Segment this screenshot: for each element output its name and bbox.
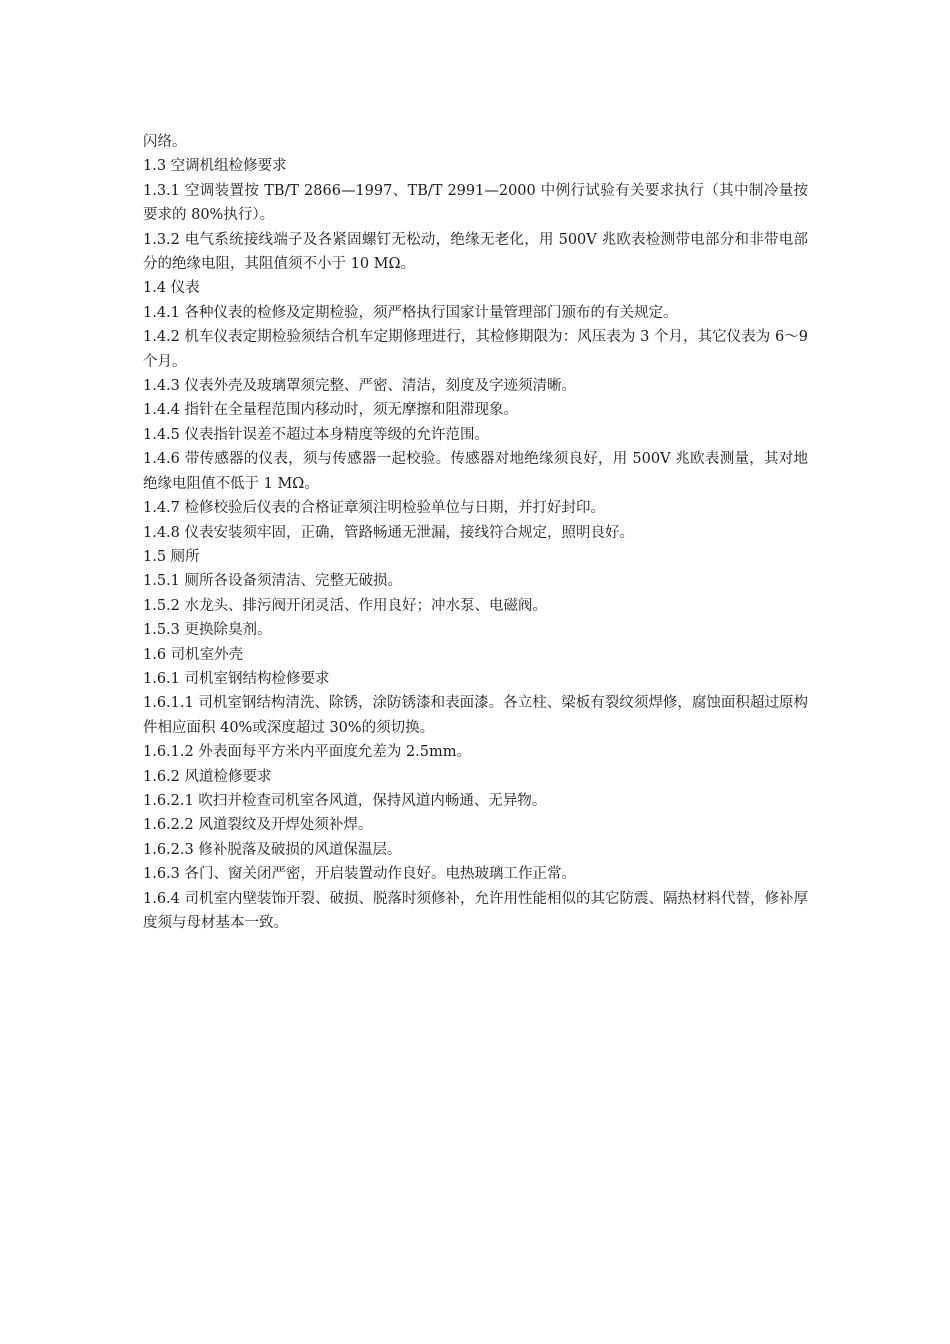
paragraph: 1.4.8 仪表安装须牢固，正确，管路畅通无泄漏，接线符合规定，照明良好。 [143, 524, 635, 541]
paragraph: 1.6.2.2 风道裂纹及开焊处须补焊。 [143, 817, 373, 834]
paragraph: 1.6.2.3 修补脱落及破损的风道保温层。 [143, 841, 402, 858]
paragraph: 1.5.1 厕所各设备须清洁、完整无破损。 [143, 573, 403, 590]
paragraph: 1.6.1.1 司机室钢结构清洗、除锈，涂防锈漆和表面漆。各立柱、梁板有裂纹须焊修，腐蚀面积超过原构件相应面积 40%或深度超过 30%的须切换。 [143, 695, 808, 736]
paragraph: 1.4.4 指针在全量程范围内移动时，须无摩擦和阻滞现象。 [143, 402, 519, 419]
section-heading: 1.6 司机室外壳 [143, 646, 244, 663]
paragraph: 1.5.2 水龙头、排污阀开闭灵活、作用良好；冲水泵、电磁阀。 [143, 597, 548, 614]
paragraph: 1.4.5 仪表指针误差不超过本身精度等级的允许范围。 [143, 426, 490, 443]
section-heading: 1.4 仪表 [143, 280, 200, 297]
document-page [143, 130, 808, 935]
paragraph: 1.4.1 各种仪表的检修及定期检验，须严格执行国家计量管理部门颁布的有关规定。 [143, 304, 678, 321]
subsection-heading: 1.6.1 司机室钢结构检修要求 [143, 670, 330, 687]
paragraph: 1.6.4 司机室内壁装饰开裂、破损、脱落时须修补，允许用性能相似的其它防震、隔热材料代替，修补厚度须与母材基本一致。 [143, 890, 808, 931]
paragraph: 1.4.3 仪表外壳及玻璃罩须完整、严密、清洁，刻度及字迹须清晰。 [143, 378, 577, 395]
paragraph: 1.4.2 机车仪表定期检验须结合机车定期修理进行，其检修期限为：风压表为 3 个月，其它仪表为 6～9 个月。 [143, 329, 808, 370]
paragraph: 1.6.3 各门、窗关闭严密，开启装置动作良好。电热玻璃工作正常。 [143, 866, 577, 883]
paragraph: 1.6.1.2 外表面每平方米内平面度允差为 2.5mm。 [143, 744, 472, 761]
paragraph: 闪络。 [143, 134, 187, 150]
subsection-heading: 1.6.2 风道检修要求 [143, 768, 272, 785]
section-heading: 1.3 空调机组检修要求 [143, 158, 287, 175]
paragraph: 1.3.1 空调装置按 TB/T 2866—1997、TB/T 2991—2000 中例行试验有关要求执行（其中制冷量按要求的 80%执行）。 [143, 182, 808, 224]
paragraph: 1.4.7 检修校验后仪表的合格证章须注明检验单位与日期，并打好封印。 [143, 500, 606, 517]
section-heading: 1.5 厕所 [143, 548, 200, 565]
paragraph: 1.4.6 带传感器的仪表，须与传感器一起校验。传感器对地绝缘须良好，用 500V 兆欧表测量，其对地绝缘电阻值不低于 1 MΩ。 [143, 451, 808, 492]
paragraph: 1.5.3 更换除臭剂。 [143, 622, 272, 639]
paragraph: 1.3.2 电气系统接线端子及各紧固螺钉无松动，绝缘无老化，用 500V 兆欧表检测带电部分和非带电部分的绝缘电阻，其阻值须不小于 10 MΩ。 [143, 231, 808, 273]
paragraph: 1.6.2.1 吹扫并检查司机室各风道，保持风道内畅通、无异物。 [143, 792, 547, 809]
